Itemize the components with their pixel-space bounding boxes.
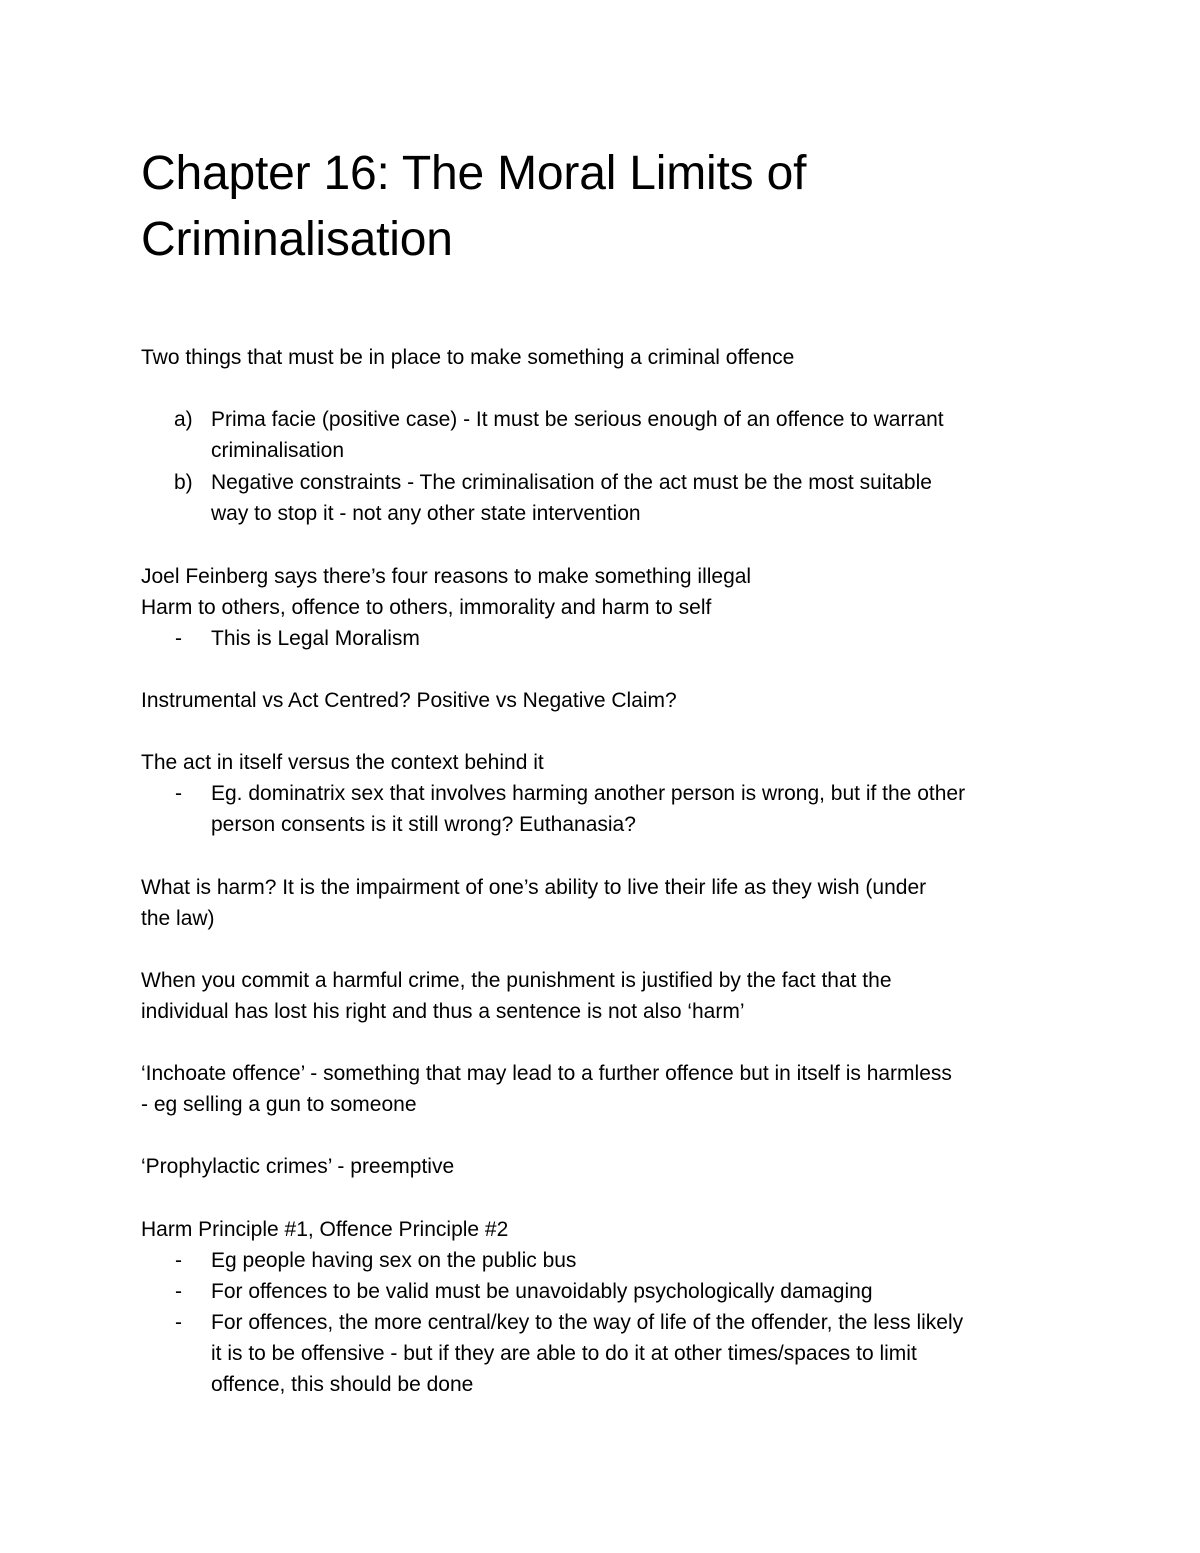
paragraph-four-reasons: Harm to others, offence to others, immorality and harm to self (141, 596, 712, 619)
paragraph-line: When you commit a harmful crime, the punishment is justified by the fact that the (141, 969, 892, 992)
paragraph-line: - eg selling a gun to someone (141, 1093, 417, 1116)
list-item-line: Prima facie (positive case) - It must be serious enough of an offence to warrant (211, 408, 944, 431)
paragraph-feinberg: Joel Feinberg says there’s four reasons to make something illegal (141, 565, 752, 588)
paragraph-line: ‘Inchoate offence’ - something that may lead to a further offence but in itself is harmless (141, 1062, 952, 1085)
bullet-text (211, 1276, 873, 1307)
paragraph-what-is-harm (141, 872, 926, 934)
paragraph-instrumental: Instrumental vs Act Centred? Positive vs Negative Claim? (141, 689, 677, 712)
paragraph-line: What is harm? It is the impairment of one’s ability to live their life as they wish (under (141, 876, 927, 899)
bullet-line: This is Legal Moralism (211, 627, 420, 650)
bullet-line: For offences, the more central/key to the way of life of the offender, the less likely (211, 1311, 964, 1334)
list-marker: b) (174, 471, 193, 494)
bullet-marker: - (175, 627, 182, 650)
page-title (141, 141, 806, 273)
paragraph-act-context: The act in itself versus the context behind it (141, 751, 544, 774)
list-item-line: way to stop it - not any other state intervention (211, 502, 641, 525)
paragraph-prophylactic: ‘Prophylactic crimes’ - preemptive (141, 1155, 455, 1178)
list-item-line: Negative constraints - The criminalisation of the act must be the most suitable (211, 471, 932, 494)
bullet-marker: - (175, 782, 182, 805)
paragraph-line: individual has lost his right and thus a sentence is not also ‘harm’ (141, 1000, 745, 1023)
bullet-text (211, 1307, 963, 1400)
paragraph-harmful-crime (141, 965, 892, 1027)
paragraph-principles: Harm Principle #1, Offence Principle #2 (141, 1218, 509, 1241)
bullet-text (211, 623, 420, 654)
list-marker: a) (174, 408, 193, 431)
bullet-text (211, 1245, 576, 1276)
bullet-line: person consents is it still wrong? Euthanasia? (211, 813, 636, 836)
paragraph-intro: Two things that must be in place to make something a criminal offence (141, 346, 795, 369)
title-line-2: Criminalisation (141, 213, 453, 266)
bullet-line: it is to be offensive - but if they are able to do it at other times/spaces to limit (211, 1342, 917, 1365)
bullet-line: offence, this should be done (211, 1373, 474, 1396)
bullet-text (211, 778, 965, 840)
paragraph-line: the law) (141, 907, 215, 930)
bullet-line: Eg. dominatrix sex that involves harming another person is wrong, but if the other (211, 782, 966, 805)
bullet-line: For offences to be valid must be unavoidably psychologically damaging (211, 1280, 873, 1303)
list-item-text (211, 404, 944, 466)
bullet-marker: - (175, 1280, 182, 1303)
paragraph-inchoate (141, 1058, 952, 1120)
bullet-marker: - (175, 1311, 182, 1334)
list-item-line: criminalisation (211, 439, 345, 462)
bullet-marker: - (175, 1249, 182, 1272)
bullet-line: Eg people having sex on the public bus (211, 1249, 577, 1272)
list-item-text (211, 467, 932, 529)
title-line-1: Chapter 16: The Moral Limits of (141, 147, 807, 200)
